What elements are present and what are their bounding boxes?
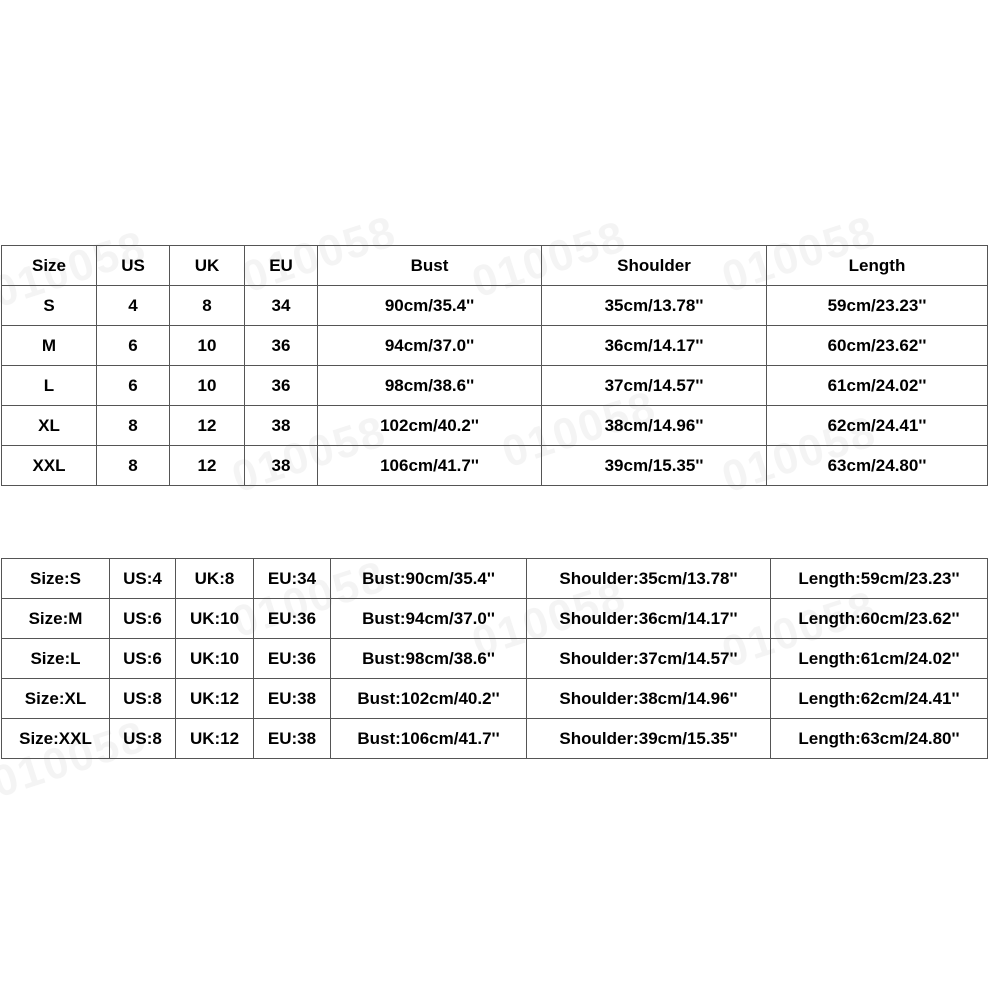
table-cell: Shoulder:39cm/15.35'' — [527, 719, 771, 759]
table-cell: Shoulder:36cm/14.17'' — [527, 599, 771, 639]
table-row — [2, 639, 988, 679]
table-cell: Bust:90cm/35.4'' — [331, 559, 527, 599]
table-cell: US:8 — [110, 719, 176, 759]
column-header: UK — [170, 246, 245, 286]
table-cell: 106cm/41.7'' — [318, 446, 542, 486]
table-cell: 8 — [97, 406, 170, 446]
table-cell: UK:12 — [176, 679, 254, 719]
table-row — [2, 679, 988, 719]
table-cell: US:6 — [110, 599, 176, 639]
size-chart-table — [1, 245, 988, 486]
table-row — [2, 366, 988, 406]
table-row — [2, 719, 988, 759]
table-cell: 38 — [245, 406, 318, 446]
table-cell: L — [2, 366, 97, 406]
table-cell: Size:M — [2, 599, 110, 639]
table-cell: UK:8 — [176, 559, 254, 599]
table-cell: Bust:106cm/41.7'' — [331, 719, 527, 759]
column-header: US — [97, 246, 170, 286]
table-cell: 4 — [97, 286, 170, 326]
table-cell: UK:12 — [176, 719, 254, 759]
table-cell: 39cm/15.35'' — [542, 446, 767, 486]
table-cell: 10 — [170, 366, 245, 406]
table-cell: US:4 — [110, 559, 176, 599]
column-header: Shoulder — [542, 246, 767, 286]
table-cell: 38cm/14.96'' — [542, 406, 767, 446]
table-cell: 61cm/24.02'' — [767, 366, 988, 406]
table-row — [2, 599, 988, 639]
column-header: Bust — [318, 246, 542, 286]
labeled-size-chart-table — [1, 558, 988, 759]
table-cell: 34 — [245, 286, 318, 326]
table-cell: Length:62cm/24.41'' — [771, 679, 988, 719]
table-row — [2, 326, 988, 366]
table-row — [2, 286, 988, 326]
column-header: EU — [245, 246, 318, 286]
table-cell: 36 — [245, 326, 318, 366]
table-cell: XXL — [2, 446, 97, 486]
table-cell: Size:XL — [2, 679, 110, 719]
table-cell: Length:63cm/24.80'' — [771, 719, 988, 759]
table-cell: M — [2, 326, 97, 366]
table-cell: EU:36 — [254, 599, 331, 639]
column-header: Size — [2, 246, 97, 286]
table-cell: 59cm/23.23'' — [767, 286, 988, 326]
table-cell: Length:59cm/23.23'' — [771, 559, 988, 599]
table-cell: 94cm/37.0'' — [318, 326, 542, 366]
table-cell: 36cm/14.17'' — [542, 326, 767, 366]
table-cell: EU:34 — [254, 559, 331, 599]
table-cell: 8 — [97, 446, 170, 486]
table-row — [2, 559, 988, 599]
table-cell: 12 — [170, 406, 245, 446]
table-cell: Shoulder:35cm/13.78'' — [527, 559, 771, 599]
table-cell: UK:10 — [176, 599, 254, 639]
table-cell: US:6 — [110, 639, 176, 679]
table-cell: Bust:98cm/38.6'' — [331, 639, 527, 679]
table-cell: EU:38 — [254, 719, 331, 759]
table-cell: 37cm/14.57'' — [542, 366, 767, 406]
table-cell: 62cm/24.41'' — [767, 406, 988, 446]
table-cell: 38 — [245, 446, 318, 486]
table-cell: Length:61cm/24.02'' — [771, 639, 988, 679]
table-cell: Length:60cm/23.62'' — [771, 599, 988, 639]
table-cell: 102cm/40.2'' — [318, 406, 542, 446]
table-cell: 63cm/24.80'' — [767, 446, 988, 486]
table-cell: Size:S — [2, 559, 110, 599]
table-cell: 8 — [170, 286, 245, 326]
table-row — [2, 446, 988, 486]
table-cell: Size:XXL — [2, 719, 110, 759]
table-cell: Shoulder:37cm/14.57'' — [527, 639, 771, 679]
column-header: Length — [767, 246, 988, 286]
table-cell: Bust:102cm/40.2'' — [331, 679, 527, 719]
table-cell: 36 — [245, 366, 318, 406]
table-cell: Bust:94cm/37.0'' — [331, 599, 527, 639]
table-cell: S — [2, 286, 97, 326]
table-header-row — [2, 246, 988, 286]
table-cell: 10 — [170, 326, 245, 366]
table-cell: 60cm/23.62'' — [767, 326, 988, 366]
table-cell: 90cm/35.4'' — [318, 286, 542, 326]
table-cell: 35cm/13.78'' — [542, 286, 767, 326]
table-row — [2, 406, 988, 446]
table-cell: XL — [2, 406, 97, 446]
table-cell: UK:10 — [176, 639, 254, 679]
table-cell: EU:38 — [254, 679, 331, 719]
table-cell: Size:L — [2, 639, 110, 679]
table-cell: 6 — [97, 366, 170, 406]
table-cell: US:8 — [110, 679, 176, 719]
table-cell: Shoulder:38cm/14.96'' — [527, 679, 771, 719]
table-cell: 6 — [97, 326, 170, 366]
table-cell: 98cm/38.6'' — [318, 366, 542, 406]
table-cell: EU:36 — [254, 639, 331, 679]
table-cell: 12 — [170, 446, 245, 486]
